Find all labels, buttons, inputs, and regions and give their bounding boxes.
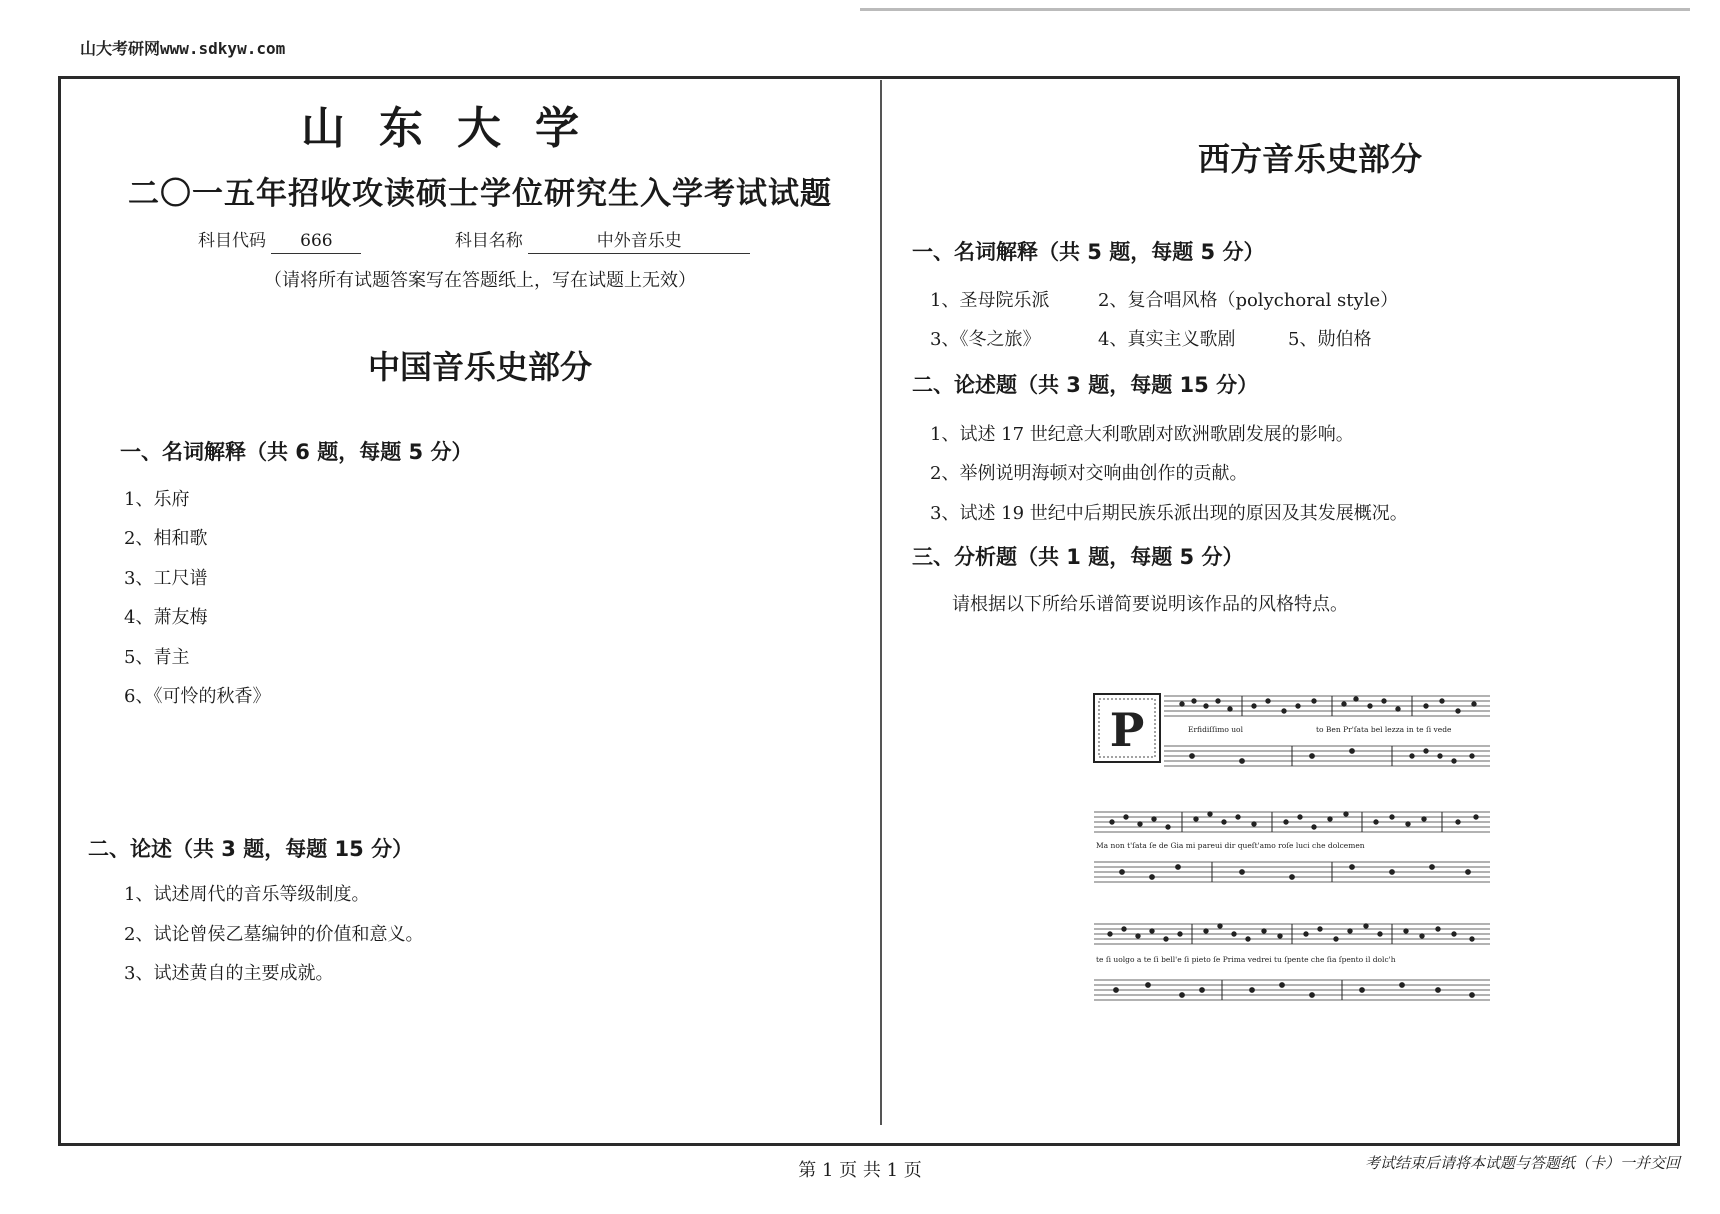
- lyrics-line-2: Ma non t'ſata ſe de Gia mi pareui dir queſt'amo roſe luci che dolcemen: [1096, 841, 1365, 850]
- cn-s1-item-4: 4、萧友梅: [124, 607, 208, 628]
- west-section3-heading: 三、分析题（共 1 题，每题 5 分）: [912, 545, 1244, 569]
- cn-s1-item-6: 6、《可怜的秋香》: [124, 686, 271, 707]
- cn-section2-heading: 二、论述（共 3 题，每题 15 分）: [88, 837, 414, 861]
- university-title: 山东大学: [301, 103, 613, 154]
- ornate-initial-letter: [1094, 694, 1160, 762]
- west-section1-heading: 一、名词解释（共 5 题，每题 5 分）: [912, 240, 1265, 264]
- west-s1-item-5: 5、勋伯格: [1288, 329, 1372, 350]
- column-divider: [880, 80, 882, 1125]
- exam-title: 二〇一五年招收攻读硕士学位研究生入学考试试题: [128, 176, 832, 212]
- cn-section1-heading: 一、名词解释（共 6 题，每题 5 分）: [120, 440, 473, 464]
- footer-note: 考试结束后请将本试题与答题纸（卡）一并交回: [1364, 1154, 1680, 1172]
- west-s1-item-1: 1、圣母院乐派: [930, 290, 1050, 311]
- subject-name-value: 中外音乐史: [528, 226, 750, 254]
- lyrics-line-3: te ſi uolgo a te ſi bell'e ſi pieto ſe Prima vedrei tu ſpente che ſia ſpento il dolc'h: [1096, 955, 1396, 964]
- music-score-figure: [1092, 684, 1492, 1014]
- cn-s2-item-1: 1、试述周代的音乐等级制度。: [124, 884, 370, 905]
- lyrics-line-1a: Erfidiſſimo uol: [1188, 725, 1243, 734]
- cn-s2-item-2: 2、试论曾侯乙墓编钟的价值和意义。: [124, 924, 424, 945]
- chinese-part-title: 中国音乐史部分: [367, 348, 592, 386]
- west-s1-item-4: 4、真实主义歌剧: [1098, 329, 1236, 350]
- subject-info-row: [198, 226, 750, 254]
- svg-text:P: P: [1109, 703, 1145, 757]
- scan-top-edge: [860, 8, 1690, 11]
- west-s3-instruction: 请根据以下所给乐谱简要说明该作品的风格特点。: [952, 594, 1348, 615]
- west-s2-item-3: 3、试述 19 世纪中后期民族乐派出现的原因及其发展概况。: [930, 503, 1408, 524]
- west-s1-item-2: 2、复合唱风格（polychoral style）: [1098, 290, 1399, 311]
- subject-name-label: 科目名称: [454, 231, 523, 251]
- cn-s1-item-5: 5、青主: [124, 647, 190, 668]
- subject-code-value: 666: [271, 231, 361, 254]
- cn-s2-item-3: 3、试述黄自的主要成就。: [124, 963, 334, 984]
- watermark: 山大考研网www.sdkyw.com: [80, 39, 286, 58]
- page-number: 第 1 页 共 1 页: [798, 1160, 922, 1181]
- lyrics-line-1b: to Ben Pr'ſata bel lezza in te ſi vede: [1316, 725, 1452, 734]
- answer-notice: （请将所有试题答案写在答题纸上，写在试题上无效）: [264, 270, 696, 291]
- west-s1-item-3: 3、《冬之旅》: [930, 329, 1041, 350]
- staff-3b: [1094, 980, 1490, 1000]
- subject-code-label: 科目代码: [198, 231, 266, 251]
- cn-s1-item-2: 2、相和歌: [124, 528, 208, 549]
- cn-s1-item-3: 3、工尺谱: [124, 568, 208, 589]
- west-s2-item-2: 2、举例说明海顿对交响曲创作的贡献。: [930, 463, 1248, 484]
- west-section2-heading: 二、论述题（共 3 题，每题 15 分）: [912, 373, 1259, 397]
- cn-s1-item-1: 1、乐府: [124, 489, 190, 510]
- western-part-title: 西方音乐史部分: [1197, 140, 1422, 178]
- west-s2-item-1: 1、试述 17 世纪意大利歌剧对欧洲歌剧发展的影响。: [930, 424, 1354, 445]
- staff-2a: [1094, 812, 1490, 832]
